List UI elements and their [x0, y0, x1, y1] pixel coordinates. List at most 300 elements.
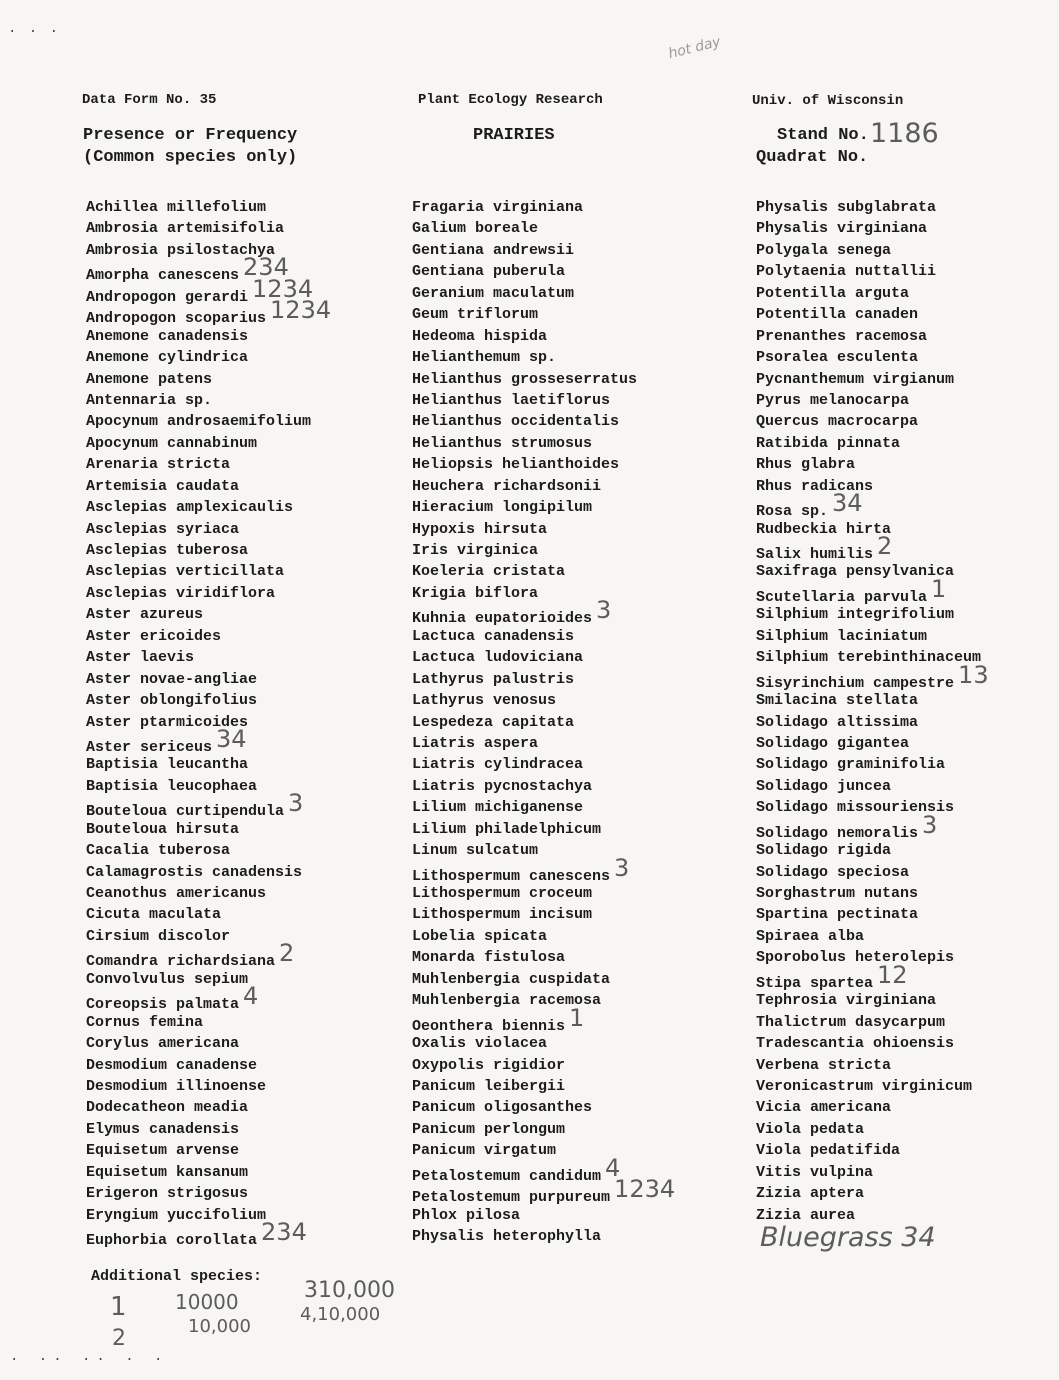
species-name: Helianthus grosseserratus	[412, 370, 638, 388]
species-name: Kuhnia eupatorioides	[412, 610, 593, 628]
frequency-mark-handwritten: 34	[832, 489, 863, 518]
frequency-mark-handwritten: 12	[877, 960, 908, 989]
species-row	[412, 990, 671, 1011]
species-row	[86, 604, 327, 625]
species-row	[756, 454, 985, 475]
species-row	[412, 561, 671, 582]
species-name: Potentilla arguta	[756, 284, 910, 302]
species-row	[86, 647, 327, 668]
species-name: Panicum perlongum	[412, 1120, 566, 1138]
species-name: Asclepias viridiflora	[86, 584, 276, 602]
species-row	[756, 660, 989, 692]
species-name: Vitis vulpina	[756, 1163, 874, 1181]
frequency-mark-handwritten: 4	[605, 1153, 621, 1182]
species-row	[412, 819, 671, 840]
species-name: Coreopsis palmata	[86, 996, 240, 1014]
additional-row-1-count-b: 310,000	[304, 1278, 395, 1303]
species-row	[86, 1119, 327, 1140]
species-row	[412, 1076, 671, 1097]
species-name: Aster ericoides	[86, 627, 222, 645]
species-row	[412, 433, 671, 454]
species-name: Lactuca ludoviciana	[412, 649, 584, 667]
species-name: Oxalis violacea	[412, 1035, 548, 1053]
species-name: Lilium philadelphicum	[412, 820, 602, 838]
species-row	[86, 218, 327, 239]
frequency-mark-handwritten: 1	[931, 574, 947, 603]
additional-row-2-count-a: 10,000	[188, 1316, 251, 1337]
species-row	[412, 853, 671, 885]
species-name: Apocynum cannabinum	[86, 434, 258, 452]
species-row	[86, 690, 327, 711]
species-name: Aster oblongifolius	[86, 692, 258, 710]
species-row	[86, 1140, 327, 1161]
species-row	[86, 883, 327, 904]
species-row	[86, 754, 327, 775]
species-name: Convolvulus sepium	[86, 970, 249, 988]
species-row	[86, 939, 327, 971]
species-name: Solidago nemoralis	[756, 824, 919, 842]
species-name: Solidago juncea	[756, 777, 892, 795]
species-name: Liatris pycnostachya	[412, 777, 593, 795]
species-row	[86, 712, 327, 733]
species-name: Aster ptarmicoides	[86, 713, 249, 731]
species-row	[412, 583, 671, 604]
species-row	[412, 1055, 671, 1076]
species-row	[86, 969, 327, 990]
quadrat-label: Quadrat No.	[756, 148, 869, 167]
species-row	[412, 754, 671, 775]
species-name: Geum triflorum	[412, 306, 539, 324]
species-row	[86, 454, 327, 475]
species-name: Veronicastrum virginicum	[756, 1077, 973, 1095]
species-row	[412, 240, 671, 261]
species-row	[412, 304, 671, 325]
species-row	[756, 347, 985, 368]
species-name: Psoralea esculenta	[756, 349, 919, 367]
species-column-2	[412, 197, 676, 1247]
species-row	[86, 411, 327, 432]
species-name: Oxypolis rigidior	[412, 1056, 566, 1074]
species-row	[756, 604, 985, 625]
species-name: Rudbeckia hirta	[756, 520, 892, 538]
species-row	[86, 1097, 327, 1118]
species-row	[756, 304, 985, 325]
species-row	[756, 433, 985, 454]
species-name: Solidago rigida	[756, 842, 892, 860]
species-row	[756, 754, 985, 775]
species-name: Sporobolus heterolepis	[756, 949, 955, 967]
species-name: Helianthus laetiflorus	[412, 391, 611, 409]
species-name: Polytaenia nuttallii	[756, 263, 937, 281]
species-name: Quercus macrocarpa	[756, 413, 919, 431]
species-name: Tephrosia virginiana	[756, 992, 937, 1010]
species-row	[412, 519, 671, 540]
species-row	[412, 733, 671, 754]
species-name: Thalictrum dasycarpum	[756, 1013, 946, 1031]
species-row	[756, 1183, 985, 1204]
species-name: Calamagrostis canadensis	[86, 863, 303, 881]
stand-number-handwritten: 1186	[870, 118, 939, 149]
university: Univ. of Wisconsin	[752, 93, 904, 109]
species-row	[86, 862, 327, 883]
species-row	[756, 1097, 985, 1118]
species-row	[756, 1162, 985, 1183]
species-name: Sisyrinchium campestre	[756, 674, 955, 692]
species-name: Lithospermum canescens	[412, 867, 611, 885]
species-name: Anemone cylindrica	[86, 349, 249, 367]
species-row	[756, 261, 985, 282]
species-row	[86, 819, 327, 840]
species-row	[756, 926, 985, 947]
species-row	[756, 647, 985, 668]
species-row	[86, 1033, 327, 1054]
species-name: Muhlenbergia cuspidata	[412, 970, 611, 988]
species-row	[412, 197, 671, 218]
frequency-mark-handwritten: 4	[243, 982, 259, 1011]
species-name: Petalostemum purpureum	[412, 1189, 611, 1207]
species-name: Comandra richardsiana	[86, 953, 276, 971]
species-name: Galium boreale	[412, 220, 539, 238]
species-row	[86, 1218, 327, 1249]
species-column-3	[756, 197, 989, 1226]
species-row	[756, 883, 985, 904]
species-name: Linum sulcatum	[412, 842, 539, 860]
species-row	[412, 596, 671, 628]
additional-row-2-count-b: 4,10,000	[300, 1304, 381, 1325]
species-row	[412, 454, 671, 475]
species-name: Ceanothus americanus	[86, 885, 267, 902]
species-row	[86, 1012, 327, 1033]
species-name: Lathyrus venosus	[412, 692, 557, 710]
frequency-mark-handwritten: 1	[569, 1003, 585, 1032]
species-name: Liatris aspera	[412, 734, 539, 752]
species-name: Krigia biflora	[412, 584, 539, 602]
species-name: Vicia americana	[756, 1099, 892, 1117]
species-row	[412, 776, 671, 797]
top-edge-specks: · · ·	[8, 24, 61, 40]
species-name: Desmodium illinoense	[86, 1077, 267, 1095]
species-name: Solidago missouriensis	[756, 799, 955, 817]
species-name: Heuchera richardsonii	[412, 477, 602, 495]
species-row	[412, 712, 671, 733]
species-row	[412, 369, 671, 390]
species-row	[86, 789, 327, 821]
species-name: Gentiana andrewsii	[412, 241, 575, 259]
species-row	[756, 574, 985, 606]
species-row	[412, 904, 671, 925]
species-name: Hypoxis hirsuta	[412, 520, 548, 538]
species-name: Lactuca canadensis	[412, 627, 575, 645]
species-name: Ambrosia artemisifolia	[86, 220, 285, 238]
species-row	[412, 1003, 671, 1035]
species-row	[756, 690, 985, 711]
species-row	[756, 390, 985, 411]
species-name: Euphorbia corollata	[86, 1232, 258, 1249]
species-row	[412, 1140, 671, 1161]
species-name: Rhus radicans	[756, 477, 874, 495]
species-row	[412, 1205, 671, 1226]
species-name: Viola pedata	[756, 1120, 865, 1138]
species-name: Sorghastrum nutans	[756, 885, 919, 902]
species-row	[412, 1097, 671, 1118]
species-column-1	[86, 197, 332, 1249]
species-name: Equisetum arvense	[86, 1142, 240, 1160]
species-row	[412, 690, 671, 711]
species-name: Aster laevis	[86, 649, 195, 667]
species-name: Ambrosia psilostachya	[86, 241, 276, 259]
species-row	[756, 776, 985, 797]
species-row	[756, 1033, 985, 1054]
species-row	[756, 1119, 985, 1140]
species-name: Phlox pilosa	[412, 1206, 521, 1224]
species-name: Solidago gigantea	[756, 734, 910, 752]
species-row	[86, 1055, 327, 1076]
species-name: Pyrus melanocarpa	[756, 391, 910, 409]
species-name: Ratibida pinnata	[756, 434, 901, 452]
additional-row-2-label: 2	[112, 1326, 126, 1351]
species-name: Andropogon scoparius	[86, 310, 267, 328]
species-row	[756, 476, 985, 497]
frequency-mark-handwritten: 34	[216, 724, 247, 753]
species-name: Tradescantia ohioensis	[756, 1035, 955, 1053]
stand-label: Stand No.	[777, 126, 869, 145]
species-name: Polygala senega	[756, 241, 892, 259]
species-name: Silphium laciniatum	[756, 627, 928, 645]
species-name: Panicum oligosanthes	[412, 1099, 593, 1117]
species-row	[86, 840, 327, 861]
species-row	[756, 326, 985, 347]
frequency-mark-handwritten: 2	[877, 532, 893, 560]
species-name: Baptisia leucantha	[86, 756, 249, 774]
species-name: Asclepias tuberosa	[86, 542, 249, 559]
species-name: Panicum leibergii	[412, 1077, 566, 1095]
species-name: Helianthus occidentalis	[412, 413, 620, 431]
species-row	[412, 797, 671, 818]
species-name: Helianthemum sp.	[412, 349, 557, 367]
species-row	[756, 840, 985, 861]
species-name: Scutellaria parvula	[756, 588, 928, 606]
species-row	[412, 261, 671, 282]
top-note-handwritten: hot day	[666, 33, 723, 63]
species-name: Heliopsis helianthoides	[412, 456, 620, 474]
species-row	[412, 669, 671, 690]
species-row	[412, 840, 671, 861]
species-name: Stipa spartea	[756, 974, 874, 992]
species-name: Fragaria virginiana	[412, 199, 584, 216]
frequency-mark-handwritten: 2	[279, 939, 295, 968]
species-name: Smilacina stellata	[756, 692, 919, 710]
species-row	[86, 476, 327, 497]
species-row	[86, 724, 327, 756]
frequency-mark-handwritten: 1234	[614, 1175, 676, 1204]
species-name: Pycnanthemum virgianum	[756, 370, 955, 388]
species-name: Bouteloua hirsuta	[86, 820, 240, 838]
species-name: Elymus canadensis	[86, 1120, 240, 1138]
frequency-mark-handwritten: 1234	[252, 274, 314, 303]
species-row	[86, 497, 327, 518]
species-name: Petalostemum candidum	[412, 1167, 602, 1185]
species-name: Silphium integrifolium	[756, 606, 955, 624]
species-name: Lobelia spicata	[412, 927, 548, 945]
species-row	[412, 883, 671, 904]
species-name: Oeonthera biennis	[412, 1017, 566, 1035]
species-name: Arenaria stricta	[86, 456, 231, 474]
species-name: Lilium michiganense	[412, 799, 584, 817]
species-name: Solidago graminifolia	[756, 756, 946, 774]
species-name: Equisetum kansanum	[86, 1163, 249, 1181]
species-name: Aster sericeus	[86, 738, 213, 756]
species-row	[412, 626, 671, 647]
species-row	[412, 1226, 671, 1247]
organization: Plant Ecology Research	[418, 92, 603, 108]
species-name: Lespedeza capitata	[412, 713, 575, 731]
species-name: Aster novae-angliae	[86, 670, 258, 688]
species-row	[86, 1162, 327, 1183]
species-row	[756, 1076, 985, 1097]
species-row	[756, 532, 985, 563]
frequency-mark-handwritten: 1234	[270, 296, 332, 325]
bottom-edge-specks: · ·· ·· · ·	[10, 1352, 169, 1368]
species-name: Panicum virgatum	[412, 1142, 557, 1160]
frequency-mark-handwritten: 3	[596, 596, 612, 625]
species-row	[756, 797, 985, 818]
species-name: Rosa sp.	[756, 503, 829, 521]
species-name: Desmodium canadense	[86, 1056, 258, 1074]
species-name: Achillea millefolium	[86, 199, 267, 216]
species-name: Potentilla canaden	[756, 306, 919, 324]
species-row	[412, 476, 671, 497]
species-name: Hedeoma hispida	[412, 327, 548, 345]
species-row	[86, 433, 327, 454]
species-row	[412, 411, 671, 432]
species-row	[756, 810, 985, 842]
species-row	[756, 862, 985, 883]
species-name: Andropogon gerardi	[86, 288, 249, 306]
page-title: PRAIRIES	[473, 126, 555, 145]
species-name: Asclepias syriaca	[86, 520, 240, 538]
species-row	[756, 411, 985, 432]
species-name: Apocynum androsaemifolium	[86, 413, 312, 431]
additional-row-1-count-a: 10000	[175, 1290, 239, 1314]
species-name: Anemone patens	[86, 370, 213, 388]
subtitle-line-2: (Common species only)	[83, 148, 298, 167]
species-row	[86, 904, 327, 925]
species-name: Rhus glabra	[756, 456, 856, 474]
species-name: Helianthus strumosus	[412, 434, 593, 452]
species-name: Physalis heterophylla	[412, 1228, 602, 1245]
species-row	[756, 626, 985, 647]
species-name: Verbena stricta	[756, 1056, 892, 1074]
species-row	[86, 197, 327, 218]
species-name: Asclepias amplexicaulis	[86, 499, 294, 517]
additional-species-label: Additional species:	[91, 1268, 263, 1285]
species-name: Koeleria cristata	[412, 563, 566, 581]
species-name: Solidago speciosa	[756, 863, 910, 881]
species-name: Lithospermum croceum	[412, 885, 593, 902]
species-row	[756, 990, 985, 1011]
species-row	[756, 197, 985, 218]
species-row	[86, 369, 327, 390]
species-name: Monarda fistulosa	[412, 949, 566, 967]
species-name: Geranium maculatum	[412, 284, 575, 302]
frequency-mark-handwritten: 3	[614, 853, 630, 882]
species-row	[412, 947, 671, 968]
species-row	[86, 561, 327, 582]
species-name: Lathyrus palustris	[412, 670, 575, 688]
species-name: Prenanthes racemosa	[756, 327, 928, 345]
species-name: Physalis subglabrata	[756, 199, 937, 216]
species-row	[412, 647, 671, 668]
species-name: Physalis virginiana	[756, 220, 928, 238]
bluegrass-note-handwritten: Bluegrass 34	[760, 1222, 936, 1253]
species-name: Salix humilis	[756, 546, 874, 563]
species-name: Gentiana puberula	[412, 263, 566, 281]
species-row	[756, 947, 985, 968]
species-name: Cirsium discolor	[86, 927, 231, 945]
species-row	[86, 540, 327, 561]
species-row	[412, 390, 671, 411]
species-row	[86, 982, 327, 1014]
species-row	[412, 1033, 671, 1054]
species-name: Muhlenbergia racemosa	[412, 992, 602, 1010]
species-row	[86, 347, 327, 368]
frequency-mark-handwritten: 13	[958, 660, 989, 689]
species-name: Asclepias verticillata	[86, 563, 285, 581]
species-name: Erigeron strigosus	[86, 1185, 249, 1203]
species-row	[86, 240, 327, 261]
frequency-mark-handwritten: 234	[243, 253, 289, 282]
species-row	[756, 1012, 985, 1033]
species-row	[756, 283, 985, 304]
species-row	[756, 960, 985, 992]
species-row	[412, 347, 671, 368]
species-row	[756, 369, 985, 390]
species-name: Spartina pectinata	[756, 906, 919, 924]
species-name: Zizia aptera	[756, 1185, 865, 1203]
species-row	[412, 326, 671, 347]
additional-row-1-label: 1	[110, 1292, 127, 1322]
species-name: Amorpha canescens	[86, 267, 240, 285]
species-row	[756, 519, 985, 540]
species-name: Liatris cylindracea	[412, 756, 584, 774]
species-name: Bouteloua curtipendula	[86, 803, 285, 821]
form-number: Data Form No. 35	[82, 92, 217, 108]
species-name: Anemone canadensis	[86, 327, 249, 345]
frequency-mark-handwritten: 3	[288, 789, 304, 818]
species-name: Baptisia leucophaea	[86, 777, 258, 795]
species-name: Cornus femina	[86, 1013, 204, 1031]
species-row	[756, 904, 985, 925]
species-row	[412, 926, 671, 947]
species-row	[756, 240, 985, 261]
species-row	[86, 626, 327, 647]
species-row	[86, 390, 327, 411]
frequency-mark-handwritten: 3	[922, 810, 938, 839]
species-row	[412, 1119, 671, 1140]
species-name: Cicuta maculata	[86, 906, 222, 924]
species-name: Dodecatheon meadia	[86, 1099, 249, 1117]
species-name: Iris virginica	[412, 542, 539, 559]
species-row	[756, 489, 985, 521]
species-name: Viola pedatifida	[756, 1142, 901, 1160]
species-row	[86, 1076, 327, 1097]
species-row	[412, 497, 671, 518]
species-name: Antennaria sp.	[86, 391, 213, 409]
species-row	[412, 969, 671, 990]
species-row	[86, 519, 327, 540]
species-name: Aster azureus	[86, 606, 204, 624]
species-row	[86, 1183, 327, 1204]
